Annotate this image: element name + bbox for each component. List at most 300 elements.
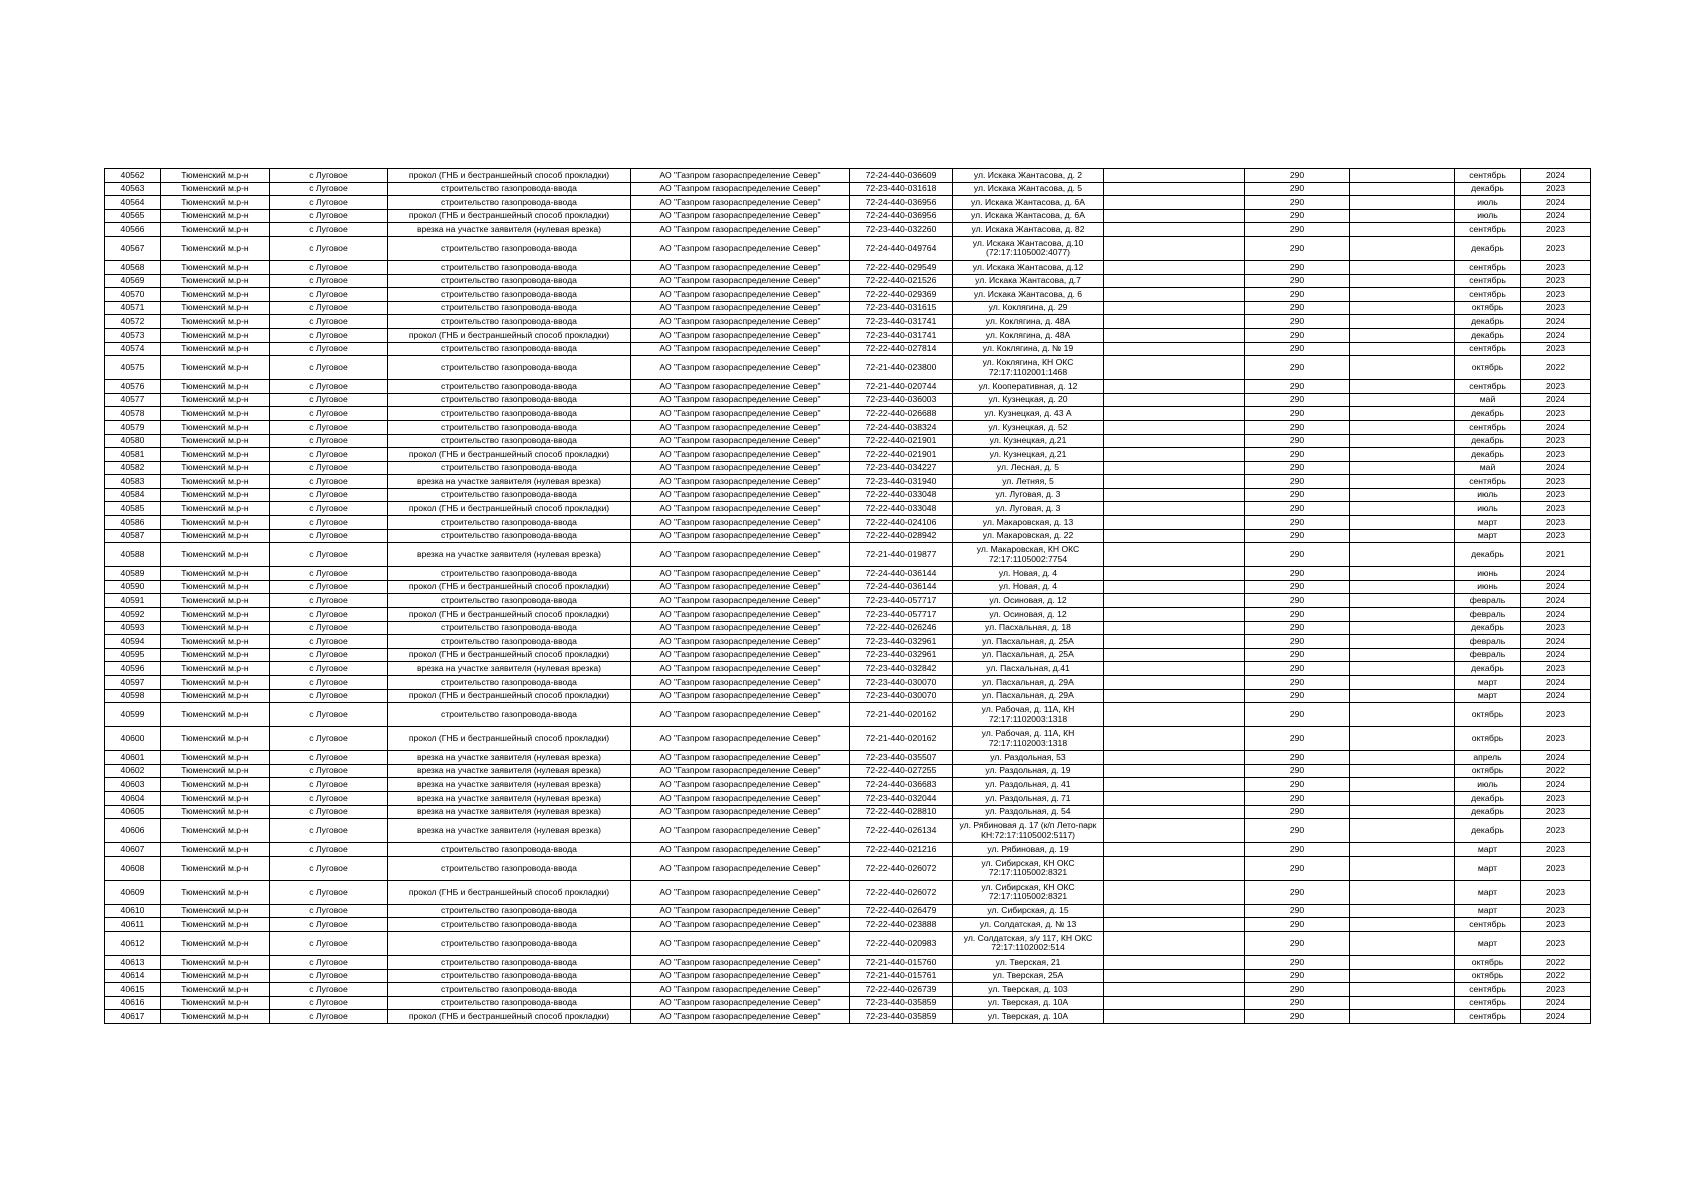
address-cell: ул. Осиновая, д. 12 (953, 594, 1104, 608)
empty-cell-cell (1104, 475, 1245, 489)
amount-cell: 290 (1245, 727, 1350, 751)
amount-cell: 290 (1245, 676, 1350, 690)
empty-cell-cell (1104, 448, 1245, 462)
row-number-cell: 40565 (105, 209, 161, 223)
empty-cell-cell (1350, 356, 1455, 380)
address-cell: ул. Пасхальная, д. 29А (953, 689, 1104, 703)
table-row (105, 580, 1591, 594)
request-number-cell: 72-22-440-023888 (850, 918, 953, 932)
district-cell: Тюменский м.р-н (161, 461, 270, 475)
work-type-cell: строительство газопровода-ввода (388, 983, 631, 997)
amount-cell: 290 (1245, 608, 1350, 622)
empty-cell-cell (1350, 1010, 1455, 1024)
settlement-cell: с Луговое (270, 580, 388, 594)
district-cell: Тюменский м.р-н (161, 1010, 270, 1024)
work-type-cell: врезка на участке заявителя (нулевая врезка) (388, 223, 631, 237)
empty-cell-cell (1350, 791, 1455, 805)
district-cell: Тюменский м.р-н (161, 529, 270, 543)
organization-cell: АО "Газпром газораспределение Север" (631, 918, 850, 932)
district-cell: Тюменский м.р-н (161, 703, 270, 727)
table-row (105, 356, 1591, 380)
request-number-cell: 72-23-440-035859 (850, 1010, 953, 1024)
organization-cell: АО "Газпром газораспределение Север" (631, 727, 850, 751)
address-cell: ул. Тверская, д. 10А (953, 996, 1104, 1010)
organization-cell: АО "Газпром газораспределение Север" (631, 301, 850, 315)
organization-cell: АО "Газпром газораспределение Север" (631, 516, 850, 530)
district-cell: Тюменский м.р-н (161, 448, 270, 462)
organization-cell: АО "Газпром газораспределение Север" (631, 236, 850, 260)
table-row (105, 502, 1591, 516)
month-cell: февраль (1455, 608, 1521, 622)
row-number-cell: 40590 (105, 580, 161, 594)
year-cell: 2024 (1521, 328, 1591, 342)
table-row (105, 805, 1591, 819)
month-cell: сентябрь (1455, 342, 1521, 356)
row-number-cell: 40580 (105, 434, 161, 448)
empty-cell-cell (1104, 843, 1245, 857)
month-cell: сентябрь (1455, 420, 1521, 434)
work-type-cell: строительство газопровода-ввода (388, 434, 631, 448)
empty-cell-cell (1104, 751, 1245, 765)
organization-cell: АО "Газпром газораспределение Север" (631, 856, 850, 880)
amount-cell: 290 (1245, 662, 1350, 676)
table-row (105, 288, 1591, 302)
amount-cell: 290 (1245, 594, 1350, 608)
year-cell: 2023 (1521, 448, 1591, 462)
settlement-cell: с Луговое (270, 315, 388, 329)
empty-cell-cell (1350, 488, 1455, 502)
settlement-cell: с Луговое (270, 567, 388, 581)
organization-cell: АО "Газпром газораспределение Север" (631, 529, 850, 543)
district-cell: Тюменский м.р-н (161, 182, 270, 196)
year-cell: 2024 (1521, 580, 1591, 594)
empty-cell-cell (1104, 676, 1245, 690)
district-cell: Тюменский м.р-н (161, 169, 270, 183)
settlement-cell: с Луговое (270, 223, 388, 237)
month-cell: декабрь (1455, 315, 1521, 329)
work-type-cell: прокол (ГНБ и бестраншейный способ прокладки) (388, 608, 631, 622)
settlement-cell: с Луговое (270, 621, 388, 635)
month-cell: октябрь (1455, 955, 1521, 969)
settlement-cell: с Луговое (270, 342, 388, 356)
settlement-cell: с Луговое (270, 543, 388, 567)
amount-cell: 290 (1245, 621, 1350, 635)
year-cell: 2023 (1521, 918, 1591, 932)
organization-cell: АО "Газпром газораспределение Север" (631, 260, 850, 274)
organization-cell: АО "Газпром газораспределение Север" (631, 274, 850, 288)
month-cell: октябрь (1455, 727, 1521, 751)
month-cell: март (1455, 904, 1521, 918)
request-number-cell: 72-23-440-036003 (850, 393, 953, 407)
organization-cell: АО "Газпром газораспределение Север" (631, 778, 850, 792)
empty-cell-cell (1350, 434, 1455, 448)
amount-cell: 290 (1245, 751, 1350, 765)
organization-cell: АО "Газпром газораспределение Север" (631, 328, 850, 342)
request-number-cell: 72-21-440-023800 (850, 356, 953, 380)
month-cell: март (1455, 529, 1521, 543)
address-cell: ул. Кооперативная, д. 12 (953, 380, 1104, 394)
organization-cell: АО "Газпром газораспределение Север" (631, 904, 850, 918)
address-cell: ул. Кузнецкая, д. 52 (953, 420, 1104, 434)
address-cell: ул. Коклягина, д. 29 (953, 301, 1104, 315)
empty-cell-cell (1350, 727, 1455, 751)
work-type-cell: строительство газопровода-ввода (388, 969, 631, 983)
settlement-cell: с Луговое (270, 880, 388, 904)
year-cell: 2024 (1521, 751, 1591, 765)
empty-cell-cell (1350, 764, 1455, 778)
table-row (105, 955, 1591, 969)
row-number-cell: 40594 (105, 635, 161, 649)
table-row (105, 635, 1591, 649)
row-number-cell: 40566 (105, 223, 161, 237)
work-type-cell: прокол (ГНБ и бестраншейный способ прокладки) (388, 580, 631, 594)
year-cell: 2024 (1521, 635, 1591, 649)
amount-cell: 290 (1245, 475, 1350, 489)
request-number-cell: 72-24-440-036609 (850, 169, 953, 183)
address-cell: ул. Раздольная, д. 54 (953, 805, 1104, 819)
month-cell: май (1455, 393, 1521, 407)
month-cell: декабрь (1455, 407, 1521, 421)
empty-cell-cell (1350, 380, 1455, 394)
row-number-cell: 40610 (105, 904, 161, 918)
month-cell: сентябрь (1455, 169, 1521, 183)
amount-cell: 290 (1245, 288, 1350, 302)
year-cell: 2023 (1521, 236, 1591, 260)
table-row (105, 689, 1591, 703)
request-number-cell: 72-22-440-021526 (850, 274, 953, 288)
district-cell: Тюменский м.р-н (161, 356, 270, 380)
work-type-cell: прокол (ГНБ и бестраншейный способ прокладки) (388, 502, 631, 516)
address-cell: ул. Искака Жантасова, д. 5 (953, 182, 1104, 196)
settlement-cell: с Луговое (270, 635, 388, 649)
empty-cell-cell (1104, 169, 1245, 183)
organization-cell: АО "Газпром газораспределение Север" (631, 169, 850, 183)
amount-cell: 290 (1245, 196, 1350, 210)
work-type-cell: строительство газопровода-ввода (388, 904, 631, 918)
request-number-cell: 72-22-440-028810 (850, 805, 953, 819)
row-number-cell: 40598 (105, 689, 161, 703)
year-cell: 2023 (1521, 983, 1591, 997)
empty-cell-cell (1104, 380, 1245, 394)
address-cell: ул. Солдатская, д. № 13 (953, 918, 1104, 932)
request-number-cell: 72-23-440-057717 (850, 608, 953, 622)
request-number-cell: 72-22-440-026072 (850, 856, 953, 880)
year-cell: 2024 (1521, 594, 1591, 608)
work-type-cell: строительство газопровода-ввода (388, 420, 631, 434)
row-number-cell: 40571 (105, 301, 161, 315)
address-cell: ул. Коклягина, д. № 19 (953, 342, 1104, 356)
address-cell: ул. Тверская, д. 103 (953, 983, 1104, 997)
organization-cell: АО "Газпром газораспределение Север" (631, 448, 850, 462)
amount-cell: 290 (1245, 983, 1350, 997)
settlement-cell: с Луговое (270, 856, 388, 880)
table-row (105, 996, 1591, 1010)
table-row (105, 918, 1591, 932)
district-cell: Тюменский м.р-н (161, 608, 270, 622)
year-cell: 2023 (1521, 662, 1591, 676)
row-number-cell: 40601 (105, 751, 161, 765)
amount-cell: 290 (1245, 420, 1350, 434)
address-cell: ул. Новая, д. 4 (953, 580, 1104, 594)
row-number-cell: 40613 (105, 955, 161, 969)
row-number-cell: 40615 (105, 983, 161, 997)
settlement-cell: с Луговое (270, 461, 388, 475)
empty-cell-cell (1350, 689, 1455, 703)
settlement-cell: с Луговое (270, 778, 388, 792)
amount-cell: 290 (1245, 791, 1350, 805)
empty-cell-cell (1350, 182, 1455, 196)
year-cell: 2023 (1521, 407, 1591, 421)
organization-cell: АО "Газпром газораспределение Север" (631, 805, 850, 819)
organization-cell: АО "Газпром газораспределение Север" (631, 1010, 850, 1024)
work-type-cell: строительство газопровода-ввода (388, 380, 631, 394)
address-cell: ул. Раздольная, д. 71 (953, 791, 1104, 805)
year-cell: 2023 (1521, 621, 1591, 635)
amount-cell: 290 (1245, 380, 1350, 394)
work-type-cell: врезка на участке заявителя (нулевая врезка) (388, 819, 631, 843)
empty-cell-cell (1350, 983, 1455, 997)
year-cell: 2023 (1521, 856, 1591, 880)
month-cell: июль (1455, 209, 1521, 223)
row-number-cell: 40574 (105, 342, 161, 356)
district-cell: Тюменский м.р-н (161, 315, 270, 329)
request-number-cell: 72-23-440-032961 (850, 648, 953, 662)
organization-cell: АО "Газпром газораспределение Север" (631, 996, 850, 1010)
row-number-cell: 40588 (105, 543, 161, 567)
year-cell: 2024 (1521, 1010, 1591, 1024)
year-cell: 2023 (1521, 182, 1591, 196)
empty-cell-cell (1104, 274, 1245, 288)
table-row (105, 676, 1591, 690)
work-type-cell: строительство газопровода-ввода (388, 621, 631, 635)
district-cell: Тюменский м.р-н (161, 288, 270, 302)
empty-cell-cell (1350, 169, 1455, 183)
district-cell: Тюменский м.р-н (161, 676, 270, 690)
request-number-cell: 72-23-440-032961 (850, 635, 953, 649)
amount-cell: 290 (1245, 448, 1350, 462)
year-cell: 2023 (1521, 434, 1591, 448)
district-cell: Тюменский м.р-н (161, 516, 270, 530)
work-type-cell: прокол (ГНБ и бестраншейный способ прокладки) (388, 1010, 631, 1024)
request-number-cell: 72-22-440-026688 (850, 407, 953, 421)
organization-cell: АО "Газпром газораспределение Север" (631, 502, 850, 516)
empty-cell-cell (1350, 342, 1455, 356)
empty-cell-cell (1350, 543, 1455, 567)
table-row (105, 236, 1591, 260)
table-row (105, 791, 1591, 805)
year-cell: 2024 (1521, 689, 1591, 703)
year-cell: 2023 (1521, 301, 1591, 315)
table-row (105, 420, 1591, 434)
district-cell: Тюменский м.р-н (161, 791, 270, 805)
amount-cell: 290 (1245, 880, 1350, 904)
row-number-cell: 40577 (105, 393, 161, 407)
table-row (105, 904, 1591, 918)
empty-cell-cell (1350, 819, 1455, 843)
organization-cell: АО "Газпром газораспределение Север" (631, 931, 850, 955)
table-row (105, 567, 1591, 581)
empty-cell-cell (1104, 196, 1245, 210)
table-row (105, 328, 1591, 342)
year-cell: 2023 (1521, 288, 1591, 302)
organization-cell: АО "Газпром газораспределение Север" (631, 662, 850, 676)
month-cell: февраль (1455, 648, 1521, 662)
settlement-cell: с Луговое (270, 288, 388, 302)
work-type-cell: строительство газопровода-ввода (388, 342, 631, 356)
work-type-cell: врезка на участке заявителя (нулевая врезка) (388, 475, 631, 489)
settlement-cell: с Луговое (270, 608, 388, 622)
year-cell: 2023 (1521, 274, 1591, 288)
work-type-cell: строительство газопровода-ввода (388, 955, 631, 969)
row-number-cell: 40608 (105, 856, 161, 880)
data-table (104, 168, 1591, 1024)
empty-cell-cell (1350, 805, 1455, 819)
year-cell: 2023 (1521, 843, 1591, 857)
table-row (105, 969, 1591, 983)
work-type-cell: строительство газопровода-ввода (388, 356, 631, 380)
request-number-cell: 72-23-440-032260 (850, 223, 953, 237)
month-cell: июнь (1455, 567, 1521, 581)
empty-cell-cell (1350, 904, 1455, 918)
year-cell: 2023 (1521, 488, 1591, 502)
settlement-cell: с Луговое (270, 448, 388, 462)
table-row (105, 315, 1591, 329)
amount-cell: 290 (1245, 580, 1350, 594)
empty-cell-cell (1104, 567, 1245, 581)
amount-cell: 290 (1245, 315, 1350, 329)
amount-cell: 290 (1245, 434, 1350, 448)
amount-cell: 290 (1245, 918, 1350, 932)
empty-cell-cell (1350, 516, 1455, 530)
row-number-cell: 40614 (105, 969, 161, 983)
table-body (105, 169, 1591, 1024)
work-type-cell: врезка на участке заявителя (нулевая врезка) (388, 543, 631, 567)
amount-cell: 290 (1245, 543, 1350, 567)
request-number-cell: 72-22-440-024106 (850, 516, 953, 530)
row-number-cell: 40563 (105, 182, 161, 196)
month-cell: декабрь (1455, 805, 1521, 819)
request-number-cell: 72-23-440-031741 (850, 328, 953, 342)
district-cell: Тюменский м.р-н (161, 955, 270, 969)
district-cell: Тюменский м.р-н (161, 764, 270, 778)
empty-cell-cell (1350, 918, 1455, 932)
amount-cell: 290 (1245, 488, 1350, 502)
month-cell: декабрь (1455, 662, 1521, 676)
organization-cell: АО "Газпром газораспределение Север" (631, 703, 850, 727)
amount-cell: 290 (1245, 819, 1350, 843)
request-number-cell: 72-23-440-030070 (850, 689, 953, 703)
amount-cell: 290 (1245, 328, 1350, 342)
district-cell: Тюменский м.р-н (161, 648, 270, 662)
address-cell: ул. Макаровская, КН ОКС 72:17:1105002:7754 (953, 543, 1104, 567)
work-type-cell: прокол (ГНБ и бестраншейный способ прокладки) (388, 169, 631, 183)
row-number-cell: 40578 (105, 407, 161, 421)
work-type-cell: прокол (ГНБ и бестраншейный способ прокладки) (388, 328, 631, 342)
settlement-cell: с Луговое (270, 764, 388, 778)
address-cell: ул. Искака Жантасова, д.12 (953, 260, 1104, 274)
empty-cell-cell (1104, 580, 1245, 594)
settlement-cell: с Луговое (270, 393, 388, 407)
year-cell: 2024 (1521, 648, 1591, 662)
empty-cell-cell (1104, 856, 1245, 880)
document-sheet (104, 168, 1591, 1024)
work-type-cell: врезка на участке заявителя (нулевая врезка) (388, 764, 631, 778)
month-cell: октябрь (1455, 703, 1521, 727)
empty-cell-cell (1104, 236, 1245, 260)
empty-cell-cell (1104, 635, 1245, 649)
work-type-cell: врезка на участке заявителя (нулевая врезка) (388, 662, 631, 676)
month-cell: сентябрь (1455, 475, 1521, 489)
address-cell: ул. Кузнецкая, д.21 (953, 434, 1104, 448)
month-cell: октябрь (1455, 356, 1521, 380)
amount-cell: 290 (1245, 843, 1350, 857)
amount-cell: 290 (1245, 996, 1350, 1010)
table-row (105, 843, 1591, 857)
table-row (105, 543, 1591, 567)
request-number-cell: 72-22-440-026072 (850, 880, 953, 904)
month-cell: декабрь (1455, 543, 1521, 567)
organization-cell: АО "Газпром газораспределение Север" (631, 407, 850, 421)
district-cell: Тюменский м.р-н (161, 274, 270, 288)
work-type-cell: строительство газопровода-ввода (388, 676, 631, 690)
table-row (105, 880, 1591, 904)
empty-cell-cell (1104, 904, 1245, 918)
empty-cell-cell (1104, 301, 1245, 315)
address-cell: ул. Осиновая, д. 12 (953, 608, 1104, 622)
empty-cell-cell (1350, 931, 1455, 955)
district-cell: Тюменский м.р-н (161, 580, 270, 594)
empty-cell-cell (1350, 778, 1455, 792)
address-cell: ул. Искака Жантасова, д. 6А (953, 209, 1104, 223)
request-number-cell: 72-23-440-032044 (850, 791, 953, 805)
organization-cell: АО "Газпром газораспределение Север" (631, 209, 850, 223)
row-number-cell: 40605 (105, 805, 161, 819)
settlement-cell: с Луговое (270, 727, 388, 751)
year-cell: 2023 (1521, 904, 1591, 918)
year-cell: 2024 (1521, 209, 1591, 223)
table-row (105, 983, 1591, 997)
table-row (105, 819, 1591, 843)
organization-cell: АО "Газпром газораспределение Север" (631, 983, 850, 997)
table-row (105, 434, 1591, 448)
month-cell: октябрь (1455, 969, 1521, 983)
request-number-cell: 72-23-440-057717 (850, 594, 953, 608)
work-type-cell: строительство газопровода-ввода (388, 274, 631, 288)
district-cell: Тюменский м.р-н (161, 778, 270, 792)
month-cell: декабрь (1455, 236, 1521, 260)
row-number-cell: 40584 (105, 488, 161, 502)
year-cell: 2024 (1521, 461, 1591, 475)
district-cell: Тюменский м.р-н (161, 223, 270, 237)
district-cell: Тюменский м.р-н (161, 969, 270, 983)
amount-cell: 290 (1245, 764, 1350, 778)
district-cell: Тюменский м.р-н (161, 751, 270, 765)
settlement-cell: с Луговое (270, 475, 388, 489)
request-number-cell: 72-22-440-027255 (850, 764, 953, 778)
empty-cell-cell (1104, 621, 1245, 635)
address-cell: ул. Коклягина, д. 48А (953, 315, 1104, 329)
request-number-cell: 72-23-440-030070 (850, 676, 953, 690)
request-number-cell: 72-23-440-031618 (850, 182, 953, 196)
settlement-cell: с Луговое (270, 328, 388, 342)
request-number-cell: 72-21-440-020162 (850, 727, 953, 751)
address-cell: ул. Пасхальная, д. 25А (953, 635, 1104, 649)
amount-cell: 290 (1245, 301, 1350, 315)
table-row (105, 764, 1591, 778)
empty-cell-cell (1104, 342, 1245, 356)
request-number-cell: 72-24-440-036956 (850, 196, 953, 210)
empty-cell-cell (1350, 635, 1455, 649)
